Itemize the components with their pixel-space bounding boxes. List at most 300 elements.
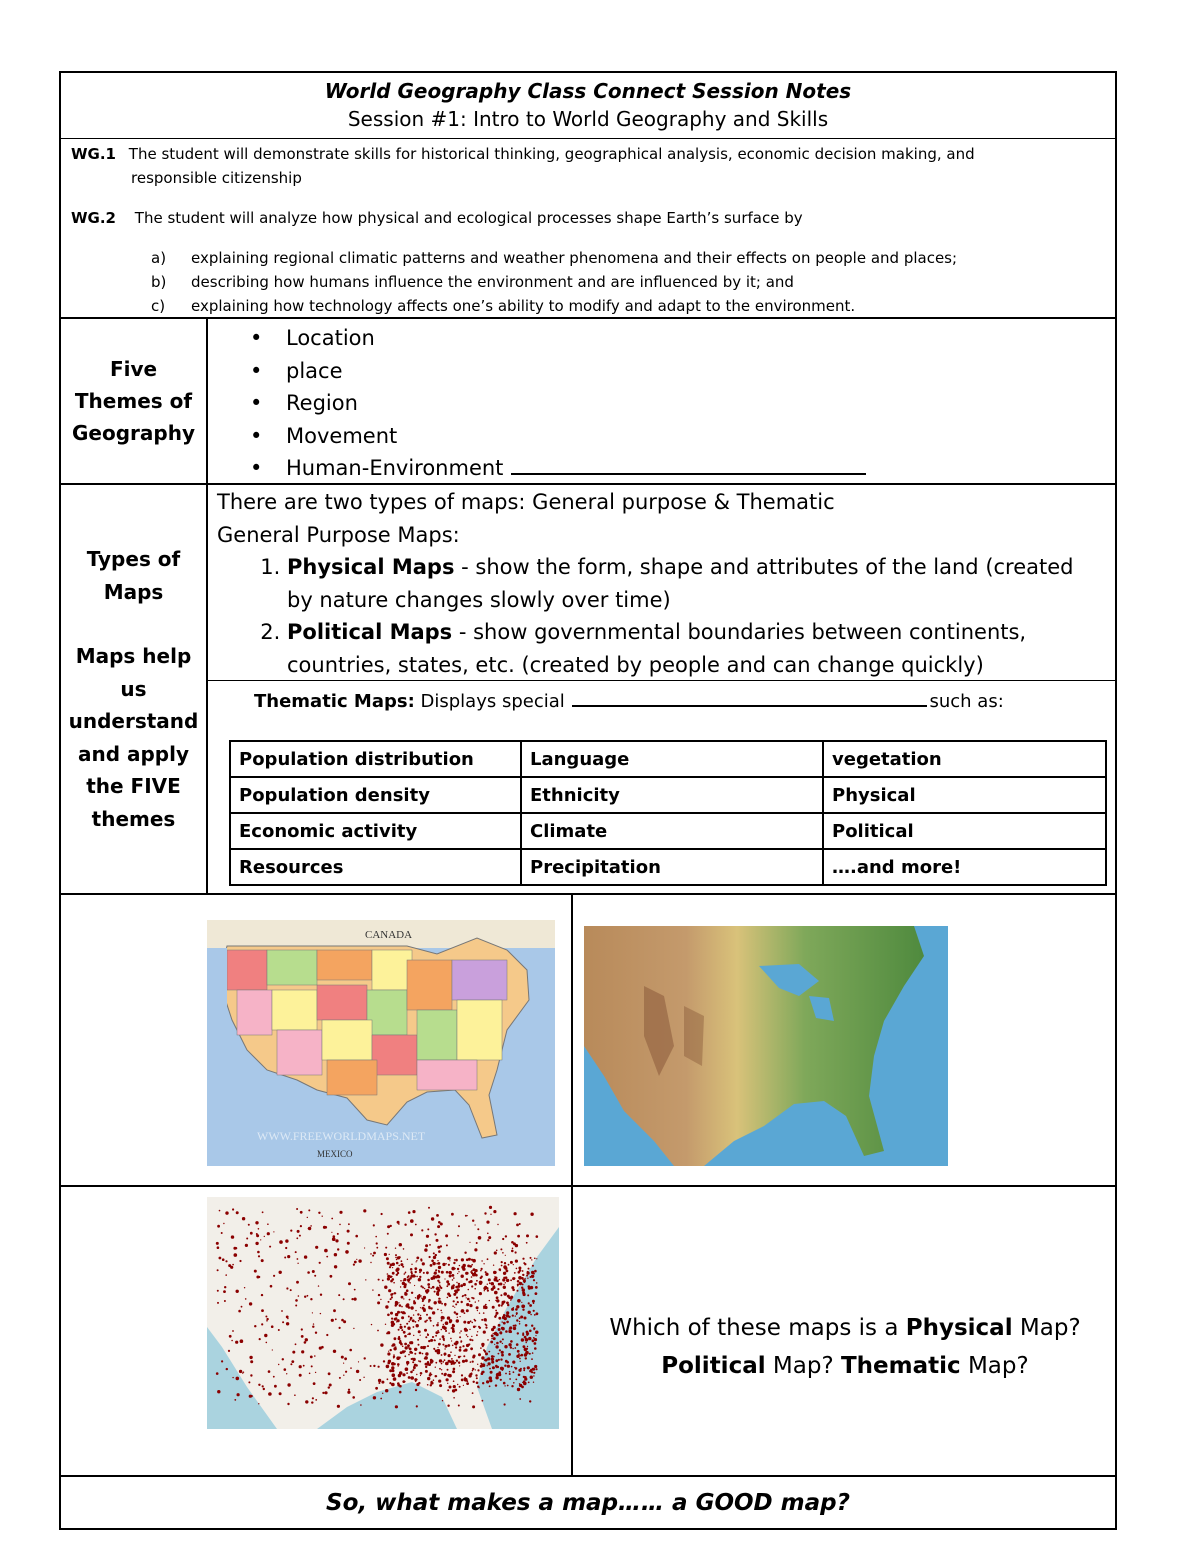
population-dot xyxy=(313,1382,316,1385)
population-dot xyxy=(380,1299,381,1300)
population-dot xyxy=(520,1316,523,1319)
population-dot xyxy=(535,1331,538,1334)
population-dot xyxy=(387,1275,390,1278)
population-dot xyxy=(485,1359,488,1362)
population-dot xyxy=(418,1344,420,1346)
label-line: Maps xyxy=(103,579,164,604)
sheet-title: World Geography Class Connect Session Notes xyxy=(324,79,852,103)
population-dot xyxy=(425,1336,427,1338)
question-text: Which of these maps is a xyxy=(609,1315,906,1341)
population-dot xyxy=(466,1382,469,1385)
population-dot xyxy=(518,1374,521,1377)
population-dot xyxy=(348,1282,351,1285)
population-dot xyxy=(427,1377,430,1380)
population-dot xyxy=(310,1356,313,1359)
population-dot xyxy=(459,1336,461,1338)
population-dot xyxy=(378,1279,380,1281)
population-dot xyxy=(519,1358,521,1360)
population-dot xyxy=(510,1346,512,1348)
population-dot xyxy=(411,1358,413,1360)
population-dot xyxy=(423,1305,425,1307)
population-dot xyxy=(469,1329,470,1330)
population-dot xyxy=(405,1346,408,1349)
population-dot xyxy=(228,1350,230,1352)
population-dot xyxy=(394,1337,397,1340)
subitem-text: explaining how technology affects one’s ability to modify and adapt to the environment. xyxy=(191,297,856,315)
population-dot xyxy=(438,1262,441,1265)
population-dot xyxy=(483,1287,486,1290)
population-dot xyxy=(476,1306,479,1309)
population-dot xyxy=(397,1221,400,1224)
population-dot xyxy=(484,1306,487,1309)
population-dot xyxy=(429,1244,431,1246)
population-dot xyxy=(404,1312,406,1314)
population-dot xyxy=(237,1393,240,1396)
population-dot xyxy=(373,1224,375,1226)
population-dot xyxy=(532,1352,534,1354)
population-dot xyxy=(410,1371,413,1374)
population-dot xyxy=(217,1290,219,1292)
population-dot xyxy=(432,1336,434,1338)
population-dot xyxy=(312,1326,314,1328)
map-label-mexico: MEXICO xyxy=(317,1149,353,1159)
population-dot xyxy=(397,1272,399,1274)
population-dot xyxy=(522,1309,524,1311)
table-cell: Political xyxy=(823,813,1106,849)
population-dot xyxy=(279,1271,282,1274)
population-dot xyxy=(526,1242,528,1244)
population-dot xyxy=(407,1259,408,1260)
population-dot xyxy=(496,1299,499,1302)
population-dot xyxy=(514,1272,516,1274)
population-dot xyxy=(438,1221,441,1224)
population-dot xyxy=(528,1337,531,1340)
population-dot xyxy=(518,1267,521,1270)
population-dot xyxy=(466,1309,469,1312)
population-dot xyxy=(472,1339,474,1341)
population-dot xyxy=(522,1258,524,1260)
population-dot xyxy=(493,1333,494,1334)
population-dot xyxy=(484,1351,486,1353)
population-dot xyxy=(496,1296,499,1299)
population-dot xyxy=(403,1331,406,1334)
divider xyxy=(208,680,1115,681)
item-text: - show the form, shape and attributes of the land (created xyxy=(454,555,1074,579)
population-dot xyxy=(396,1259,398,1261)
population-dot xyxy=(388,1289,391,1292)
population-dot xyxy=(460,1330,462,1332)
population-dot xyxy=(360,1404,362,1406)
population-dot xyxy=(384,1253,387,1256)
population-dot xyxy=(453,1380,455,1382)
population-dot xyxy=(450,1338,452,1340)
population-dot xyxy=(339,1377,341,1379)
population-dot xyxy=(400,1280,402,1282)
population-dot xyxy=(339,1224,341,1226)
population-dot xyxy=(393,1357,395,1359)
population-dot xyxy=(527,1366,530,1369)
population-dot xyxy=(498,1324,501,1327)
population-dot xyxy=(523,1382,527,1386)
population-dot xyxy=(447,1257,450,1260)
population-dot xyxy=(347,1242,350,1245)
population-dot xyxy=(292,1351,295,1354)
population-dot xyxy=(420,1307,421,1308)
population-dot xyxy=(224,1300,226,1302)
population-dot xyxy=(400,1324,402,1326)
population-dot xyxy=(396,1356,400,1360)
population-dot xyxy=(425,1370,428,1373)
population-dot xyxy=(401,1306,403,1308)
population-dot xyxy=(434,1291,436,1293)
population-dot xyxy=(392,1272,395,1275)
population-dot xyxy=(428,1286,430,1288)
population-dot xyxy=(420,1335,421,1336)
population-dot xyxy=(353,1264,355,1266)
population-dot xyxy=(418,1278,421,1281)
population-dot xyxy=(224,1286,226,1288)
population-dot xyxy=(443,1338,445,1340)
population-dot xyxy=(458,1405,460,1407)
population-dot xyxy=(455,1346,457,1348)
population-dot xyxy=(438,1300,441,1303)
population-dot xyxy=(435,1331,438,1334)
population-dot xyxy=(421,1298,422,1299)
population-dot xyxy=(387,1362,390,1365)
population-dot xyxy=(385,1324,386,1325)
population-dot xyxy=(419,1361,421,1363)
population-dot xyxy=(406,1289,409,1292)
population-dot xyxy=(489,1206,492,1209)
population-dot xyxy=(446,1263,447,1264)
population-dot xyxy=(468,1289,470,1291)
standard-wg2 xyxy=(71,209,1105,227)
population-dot xyxy=(521,1277,524,1280)
table-cell: Population density xyxy=(230,777,521,813)
population-dot xyxy=(410,1317,413,1320)
population-dot xyxy=(484,1290,485,1291)
population-dot xyxy=(494,1291,498,1295)
population-dot xyxy=(501,1261,503,1263)
population-dot xyxy=(254,1325,256,1327)
population-dot xyxy=(455,1286,458,1289)
population-dot xyxy=(377,1301,380,1304)
population-dot xyxy=(309,1373,311,1375)
population-dot xyxy=(534,1342,537,1345)
population-dot xyxy=(504,1403,506,1405)
population-dot xyxy=(301,1328,303,1330)
population-dot xyxy=(480,1363,482,1365)
population-dot xyxy=(498,1317,501,1320)
population-dot xyxy=(526,1331,529,1334)
item-text: by nature changes slowly over time) xyxy=(287,587,671,612)
population-dot xyxy=(489,1282,491,1284)
population-dot xyxy=(406,1372,408,1374)
population-dot xyxy=(530,1286,533,1289)
population-dot xyxy=(442,1400,443,1401)
population-dot xyxy=(469,1242,470,1243)
population-dot xyxy=(467,1336,468,1337)
population-dot xyxy=(457,1273,458,1274)
population-dot xyxy=(440,1310,442,1312)
population-dot xyxy=(464,1378,465,1379)
population-dot xyxy=(387,1277,390,1280)
population-dot xyxy=(429,1373,431,1375)
population-dot xyxy=(441,1329,443,1331)
population-dot xyxy=(466,1297,467,1298)
population-dot xyxy=(415,1310,416,1311)
population-dot xyxy=(410,1376,414,1380)
map-types-intro: There are two types of maps: General purpose & Thematic xyxy=(217,490,835,514)
population-dot xyxy=(231,1340,233,1342)
population-dot xyxy=(343,1298,345,1300)
population-dot xyxy=(304,1341,307,1344)
population-dot xyxy=(258,1255,260,1257)
population-dot xyxy=(435,1367,436,1368)
population-dot xyxy=(504,1385,505,1386)
population-dot xyxy=(445,1321,449,1325)
population-dot xyxy=(456,1297,458,1299)
population-dot xyxy=(486,1221,489,1224)
population-dot xyxy=(500,1358,502,1360)
population-dot xyxy=(502,1338,504,1340)
population-dot xyxy=(415,1224,417,1226)
population-dot xyxy=(418,1382,420,1384)
population-dot xyxy=(494,1276,496,1278)
population-dot xyxy=(518,1276,522,1280)
population-dot xyxy=(506,1321,509,1324)
population-dot xyxy=(335,1318,337,1320)
population-dot xyxy=(500,1379,502,1381)
population-dot xyxy=(504,1365,506,1367)
population-dot xyxy=(413,1300,415,1302)
fill-in-blank[interactable] xyxy=(572,691,927,707)
population-dot xyxy=(437,1330,439,1332)
population-dot xyxy=(407,1276,409,1278)
population-dot xyxy=(282,1358,284,1360)
population-dot xyxy=(534,1365,537,1368)
population-dot xyxy=(459,1332,460,1333)
population-dot xyxy=(494,1344,495,1345)
political-map-image xyxy=(207,920,555,1166)
population-dot xyxy=(328,1386,330,1388)
population-dot xyxy=(503,1322,506,1325)
population-dot xyxy=(491,1288,494,1291)
population-dot xyxy=(435,1362,437,1364)
population-dot xyxy=(493,1285,495,1287)
population-dot xyxy=(324,1249,328,1253)
population-dot xyxy=(392,1278,395,1281)
population-dot xyxy=(478,1326,480,1328)
population-dot xyxy=(480,1347,482,1349)
population-dot xyxy=(487,1284,488,1285)
population-dot xyxy=(433,1252,435,1254)
population-dot xyxy=(536,1282,538,1284)
population-dot xyxy=(462,1295,464,1297)
political-map-graphic xyxy=(207,920,555,1166)
fill-in-blank[interactable] xyxy=(511,455,866,475)
population-dot xyxy=(467,1321,470,1324)
population-dot xyxy=(313,1323,314,1324)
population-dot xyxy=(442,1361,444,1363)
population-dot xyxy=(248,1381,250,1383)
population-dot xyxy=(481,1365,483,1367)
population-dot xyxy=(287,1383,290,1386)
population-dot xyxy=(503,1292,507,1296)
population-dot xyxy=(402,1373,405,1376)
column-divider xyxy=(571,895,573,1185)
population-dot xyxy=(517,1299,521,1303)
population-dot xyxy=(217,1246,220,1249)
population-dot xyxy=(239,1260,241,1262)
population-dot xyxy=(445,1305,446,1306)
population-dot xyxy=(447,1297,449,1299)
population-dot xyxy=(426,1271,429,1274)
population-dot xyxy=(294,1394,296,1396)
population-dot xyxy=(225,1274,227,1276)
population-dot xyxy=(375,1236,377,1238)
population-dot xyxy=(345,1371,347,1373)
population-dot xyxy=(436,1324,439,1327)
population-dot xyxy=(442,1344,444,1346)
population-dot xyxy=(326,1256,328,1258)
population-dot xyxy=(389,1266,391,1268)
population-dot xyxy=(477,1369,479,1371)
population-dot xyxy=(404,1273,406,1275)
population-dot xyxy=(438,1266,441,1269)
population-dot xyxy=(307,1217,308,1218)
population-dot xyxy=(452,1324,455,1327)
population-dot xyxy=(517,1350,520,1353)
population-dot xyxy=(521,1305,525,1309)
item-text: countries, states, etc. (created by people and can change quickly) xyxy=(287,652,984,677)
population-dot xyxy=(422,1262,425,1265)
population-dot xyxy=(232,1377,233,1378)
population-dot xyxy=(514,1212,517,1215)
population-dot xyxy=(356,1259,357,1260)
political-maps-item xyxy=(287,616,1107,681)
population-dot xyxy=(484,1212,486,1214)
population-dot xyxy=(354,1289,356,1291)
population-dot xyxy=(494,1278,498,1282)
population-dot xyxy=(516,1312,518,1314)
population-dot xyxy=(489,1379,492,1382)
population-dot xyxy=(261,1323,263,1325)
population-dot xyxy=(535,1335,536,1336)
population-dot xyxy=(506,1314,509,1317)
population-dot xyxy=(521,1302,522,1303)
population-dot xyxy=(297,1263,298,1264)
sheet-header xyxy=(61,73,1115,139)
population-dot xyxy=(454,1389,457,1392)
population-dot xyxy=(519,1398,521,1400)
population-dot xyxy=(319,1347,322,1350)
population-dot xyxy=(444,1348,445,1349)
population-dot xyxy=(417,1339,419,1341)
table-cell: Climate xyxy=(521,813,823,849)
population-dot xyxy=(392,1364,393,1365)
population-dot xyxy=(217,1390,220,1393)
population-dot xyxy=(431,1360,434,1363)
population-dot xyxy=(454,1355,455,1356)
population-dot xyxy=(286,1322,289,1325)
population-dot xyxy=(258,1384,260,1386)
population-dot xyxy=(522,1288,525,1291)
population-dot xyxy=(474,1248,477,1251)
population-dot xyxy=(412,1274,415,1277)
population-dot xyxy=(447,1344,450,1347)
population-dot xyxy=(517,1290,519,1292)
population-dot xyxy=(414,1267,417,1270)
population-dot xyxy=(387,1262,390,1265)
population-dot xyxy=(475,1326,476,1327)
population-dot xyxy=(397,1384,400,1387)
population-dot xyxy=(508,1297,511,1300)
population-dot xyxy=(420,1375,421,1376)
population-dot xyxy=(507,1304,509,1306)
map-label-canada: CANADA xyxy=(365,929,413,941)
population-dot xyxy=(446,1330,447,1331)
population-dot xyxy=(441,1320,443,1322)
population-dot xyxy=(373,1396,376,1399)
population-dot xyxy=(519,1383,520,1384)
population-dot xyxy=(410,1233,413,1236)
population-dot xyxy=(477,1331,478,1332)
population-dot xyxy=(501,1354,504,1357)
population-dot xyxy=(461,1275,464,1278)
population-dot xyxy=(333,1235,336,1238)
table-row xyxy=(230,849,1106,885)
population-dot xyxy=(426,1320,428,1322)
population-dot xyxy=(304,1296,306,1298)
population-dot xyxy=(415,1389,417,1391)
population-dot xyxy=(501,1367,504,1370)
population-dot xyxy=(432,1312,434,1314)
population-dot xyxy=(295,1305,297,1307)
population-dot xyxy=(378,1366,380,1368)
population-dot xyxy=(310,1225,312,1227)
population-dot xyxy=(447,1374,450,1377)
population-dot xyxy=(410,1306,413,1309)
population-dot xyxy=(458,1361,460,1363)
population-dot xyxy=(521,1338,524,1341)
population-dot xyxy=(460,1316,461,1317)
population-dot xyxy=(529,1353,531,1355)
population-dot xyxy=(515,1308,518,1311)
population-dot xyxy=(535,1292,538,1295)
population-dot xyxy=(512,1277,515,1280)
population-dot xyxy=(437,1225,440,1228)
population-dot xyxy=(439,1338,441,1340)
population-dot xyxy=(447,1389,449,1391)
population-dot xyxy=(481,1268,483,1270)
population-dot xyxy=(233,1247,236,1250)
population-dot xyxy=(472,1259,476,1263)
population-dot xyxy=(455,1291,458,1294)
population-dot xyxy=(415,1381,417,1383)
session-title: Session #1: Intro to World Geography and Skills xyxy=(347,107,829,131)
population-dot xyxy=(474,1283,477,1286)
population-dot xyxy=(434,1301,437,1304)
population-dot xyxy=(472,1220,474,1222)
population-dot xyxy=(299,1374,302,1377)
population-dot xyxy=(372,1289,373,1290)
population-dot xyxy=(517,1388,520,1391)
population-dot xyxy=(408,1354,410,1356)
population-dot xyxy=(451,1328,452,1329)
population-dot xyxy=(403,1298,404,1299)
population-dot xyxy=(331,1218,333,1220)
